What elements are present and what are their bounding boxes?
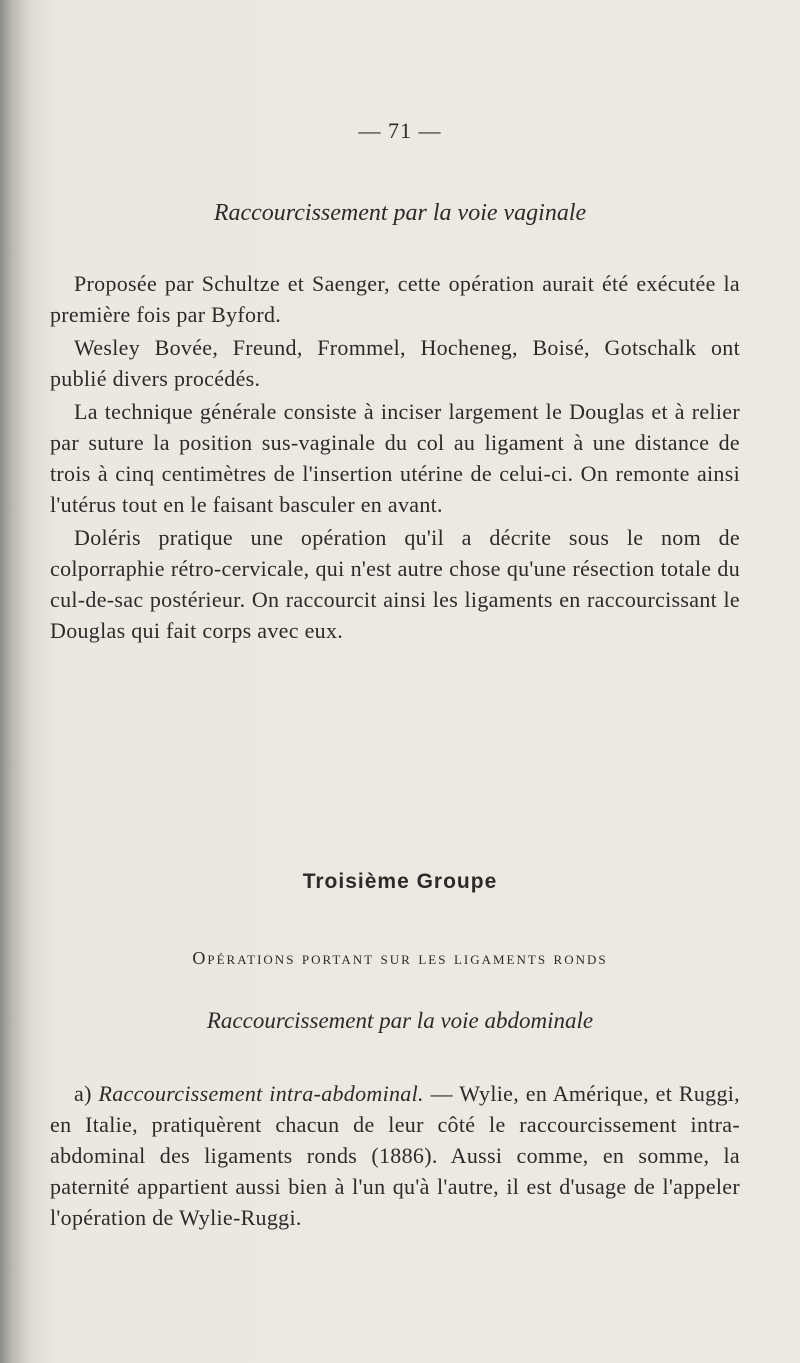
paragraph [50,1078,740,1233]
section-title-abdominal: Raccourcissement par la voie abdominale [206,1008,594,1033]
group-subheading: Opérations portant sur les ligaments ronds [192,948,608,968]
paragraph: La technique générale consiste à inciser largement le Douglas et à relier par suture la position sus-vaginale du col au ligament à une distance de trois à cinq centimètres de l'insertion utérine de celui-ci. On remonte ainsi l'utérus tout en le faisant basculer en avant. [50,399,740,517]
paragraph: Proposée par Schultze et Saenger, cette opération aurait été exécutée la première fois par Byford. [50,271,740,327]
section-body-vaginal [50,268,740,646]
item-text: — Wylie, en Amérique, et Ruggi, en Italie, pratiquèrent chacun de leur côté le raccourcissement intra-abdominal des ligaments ronds (1886). Aussi comme, en somme, la paternité appartient aussi bien à l'un qu'à l'autre, il est d'usage de l'appeler l'opération de Wylie-Ruggi. [50,1081,740,1230]
paragraph: Wesley Bovée, Freund, Frommel, Hocheneg, Boisé, Gotschalk ont publié divers procédés. [50,335,740,391]
paragraph: Doléris pratique une opération qu'il a décrite sous le nom de colporraphie rétro-cervicale, qui n'est autre chose qu'une résection totale du cul-de-sac postérieur. On raccourcit ainsi les ligaments en raccourcissant le Douglas qui fait corps avec eux. [50,525,740,643]
item-label: a) [74,1081,92,1106]
page-number: — 71 — [358,118,442,143]
group-heading: Troisième Groupe [302,870,498,893]
section-title-vaginal: Raccourcissement par la voie vaginale [213,200,587,226]
item-title: Raccourcissement intra-abdominal. [98,1081,424,1106]
section-body-abdominal [50,1078,740,1233]
